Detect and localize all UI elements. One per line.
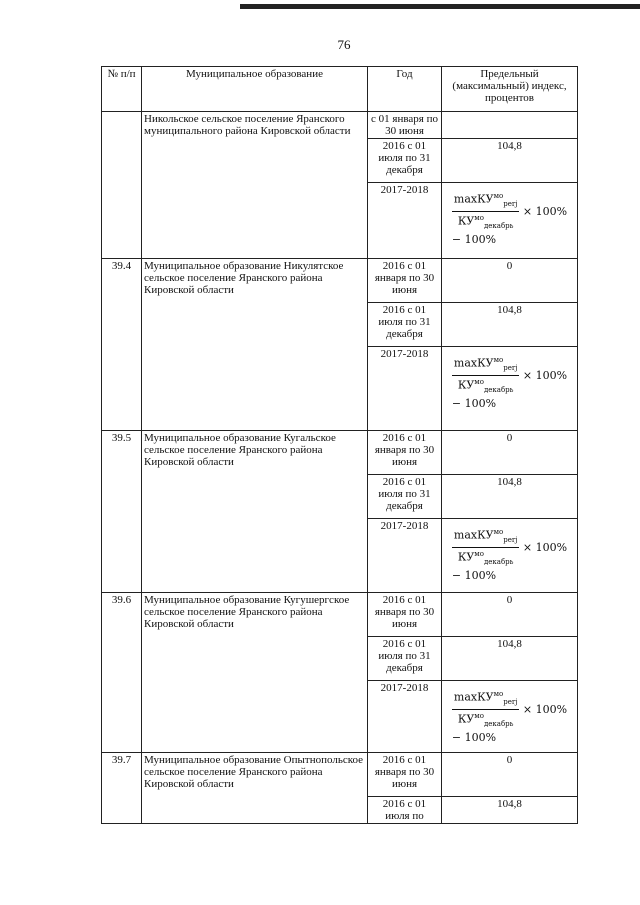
index-formula bbox=[452, 184, 567, 246]
formula-minus: − 100% bbox=[451, 232, 497, 246]
formula-times: × 100% bbox=[522, 540, 568, 554]
formula-numerator bbox=[452, 688, 519, 710]
formula-denom-base: КУ bbox=[457, 378, 475, 392]
formula-denominator bbox=[452, 376, 519, 397]
index-value: 104,8 bbox=[442, 139, 578, 183]
formula-denom-sup: мо bbox=[474, 213, 484, 222]
formula-denom-base: КУ bbox=[457, 712, 475, 726]
formula-denom-base: КУ bbox=[457, 550, 475, 564]
period-year: 2016 с 01 января по 30 июня bbox=[368, 431, 442, 475]
row-number: 39.6 bbox=[102, 593, 142, 753]
formula-denom-sub: декабрь bbox=[483, 385, 514, 394]
formula-minus: − 100% bbox=[451, 730, 497, 744]
scan-edge bbox=[240, 4, 640, 9]
row-number: 39.5 bbox=[102, 431, 142, 593]
formula-numer-base: maxКУ bbox=[453, 690, 494, 704]
header-year: Год bbox=[368, 67, 442, 112]
formula-numer-sup: мо bbox=[493, 528, 504, 536]
page-number: 76 bbox=[337, 37, 351, 52]
formula-denom-sup: мо bbox=[474, 549, 484, 558]
formula-fraction bbox=[452, 354, 519, 397]
index-value: 104,8 bbox=[442, 797, 578, 824]
row-number: 39.7 bbox=[102, 753, 142, 824]
header-num: № п/п bbox=[102, 67, 142, 112]
index-value: 0 bbox=[442, 431, 578, 475]
index-value bbox=[442, 112, 578, 139]
formula-times: × 100% bbox=[522, 702, 568, 716]
municipality-name: Муниципальное образование Опытнопольское сельское поселение Яранского района Кировской области bbox=[142, 753, 368, 824]
formula-numer-base: maxКУ bbox=[453, 528, 494, 542]
table-row bbox=[102, 431, 578, 475]
period-year: 2016 с 01 января по 30 июня bbox=[368, 753, 442, 797]
table-row bbox=[102, 259, 578, 303]
formula-denominator bbox=[452, 212, 519, 233]
tariff-table bbox=[101, 66, 578, 824]
table-row bbox=[102, 112, 578, 139]
formula-times: × 100% bbox=[522, 368, 568, 382]
period-year: 2016 с 01 июля по 31 декабря bbox=[368, 637, 442, 681]
municipality-name: Никольское сельское поселение Яранского муниципального района Кировской области bbox=[142, 112, 368, 259]
formula-denom-sub: декабрь bbox=[483, 557, 514, 566]
index-value bbox=[442, 681, 578, 753]
period-year: 2016 с 01 июля по 31 декабря bbox=[368, 303, 442, 347]
index-value bbox=[442, 519, 578, 593]
table-row bbox=[102, 593, 578, 637]
index-value: 0 bbox=[442, 753, 578, 797]
formula-denom-sup: мо bbox=[474, 377, 484, 386]
period-year: 2017-2018 bbox=[368, 681, 442, 753]
period-year: 2016 с 01 июля по bbox=[368, 797, 442, 824]
formula-denom-base: КУ bbox=[457, 214, 475, 228]
period-year: 2016 с 01 января по 30 июня bbox=[368, 259, 442, 303]
index-formula bbox=[452, 348, 567, 410]
period-year: с 01 января по 30 июня bbox=[368, 112, 442, 139]
index-value bbox=[442, 183, 578, 259]
formula-denom-sub: декабрь bbox=[483, 719, 514, 728]
formula-minus: − 100% bbox=[451, 568, 497, 582]
formula-numer-sup: мо bbox=[493, 356, 504, 364]
index-value: 0 bbox=[442, 259, 578, 303]
formula-numer-sup: мо bbox=[493, 690, 504, 698]
index-value: 104,8 bbox=[442, 637, 578, 681]
header-row bbox=[102, 67, 578, 112]
municipality-name: Муниципальное образование Кугушергское сельское поселение Яранского района Кировской области bbox=[142, 593, 368, 753]
index-value: 104,8 bbox=[442, 475, 578, 519]
formula-fraction bbox=[452, 190, 519, 233]
formula-denom-sup: мо bbox=[474, 711, 484, 720]
row-number bbox=[102, 112, 142, 259]
formula-numer-sub: perj bbox=[503, 199, 518, 208]
formula-fraction bbox=[452, 688, 519, 731]
formula-numer-base: maxКУ bbox=[453, 356, 494, 370]
formula-numerator bbox=[452, 354, 519, 376]
municipality-name: Муниципальное образование Кугальское сельское поселение Яранского района Кировской области bbox=[142, 431, 368, 593]
formula-numer-sub: perj bbox=[503, 535, 518, 544]
index-value: 0 bbox=[442, 593, 578, 637]
formula-numer-sub: perj bbox=[503, 363, 518, 372]
formula-numer-sup: мо bbox=[493, 192, 504, 200]
period-year: 2017-2018 bbox=[368, 519, 442, 593]
row-number: 39.4 bbox=[102, 259, 142, 431]
municipality-name: Муниципальное образование Никулятское сельское поселение Яранского района Кировской области bbox=[142, 259, 368, 431]
formula-numer-sub: perj bbox=[503, 697, 518, 706]
period-year: 2017-2018 bbox=[368, 183, 442, 259]
formula-minus: − 100% bbox=[451, 396, 497, 410]
period-year: 2016 с 01 июля по 31 декабря bbox=[368, 139, 442, 183]
index-formula bbox=[452, 682, 567, 744]
formula-numerator bbox=[452, 526, 519, 548]
formula-denom-sub: декабрь bbox=[483, 221, 514, 230]
period-year: 2016 с 01 января по 30 июня bbox=[368, 593, 442, 637]
formula-times: × 100% bbox=[522, 204, 568, 218]
formula-denominator bbox=[452, 710, 519, 731]
period-year: 2017-2018 bbox=[368, 347, 442, 431]
formula-denominator bbox=[452, 548, 519, 569]
index-value bbox=[442, 347, 578, 431]
index-value: 104,8 bbox=[442, 303, 578, 347]
formula-fraction bbox=[452, 526, 519, 569]
index-formula bbox=[452, 520, 567, 582]
formula-numer-base: maxКУ bbox=[453, 192, 494, 206]
header-index: Предельный (максимальный) индекс, процентов bbox=[442, 67, 578, 112]
header-municipality: Муниципальное образование bbox=[142, 67, 368, 112]
formula-numerator bbox=[452, 190, 519, 212]
period-year: 2016 с 01 июля по 31 декабря bbox=[368, 475, 442, 519]
table-row bbox=[102, 753, 578, 797]
